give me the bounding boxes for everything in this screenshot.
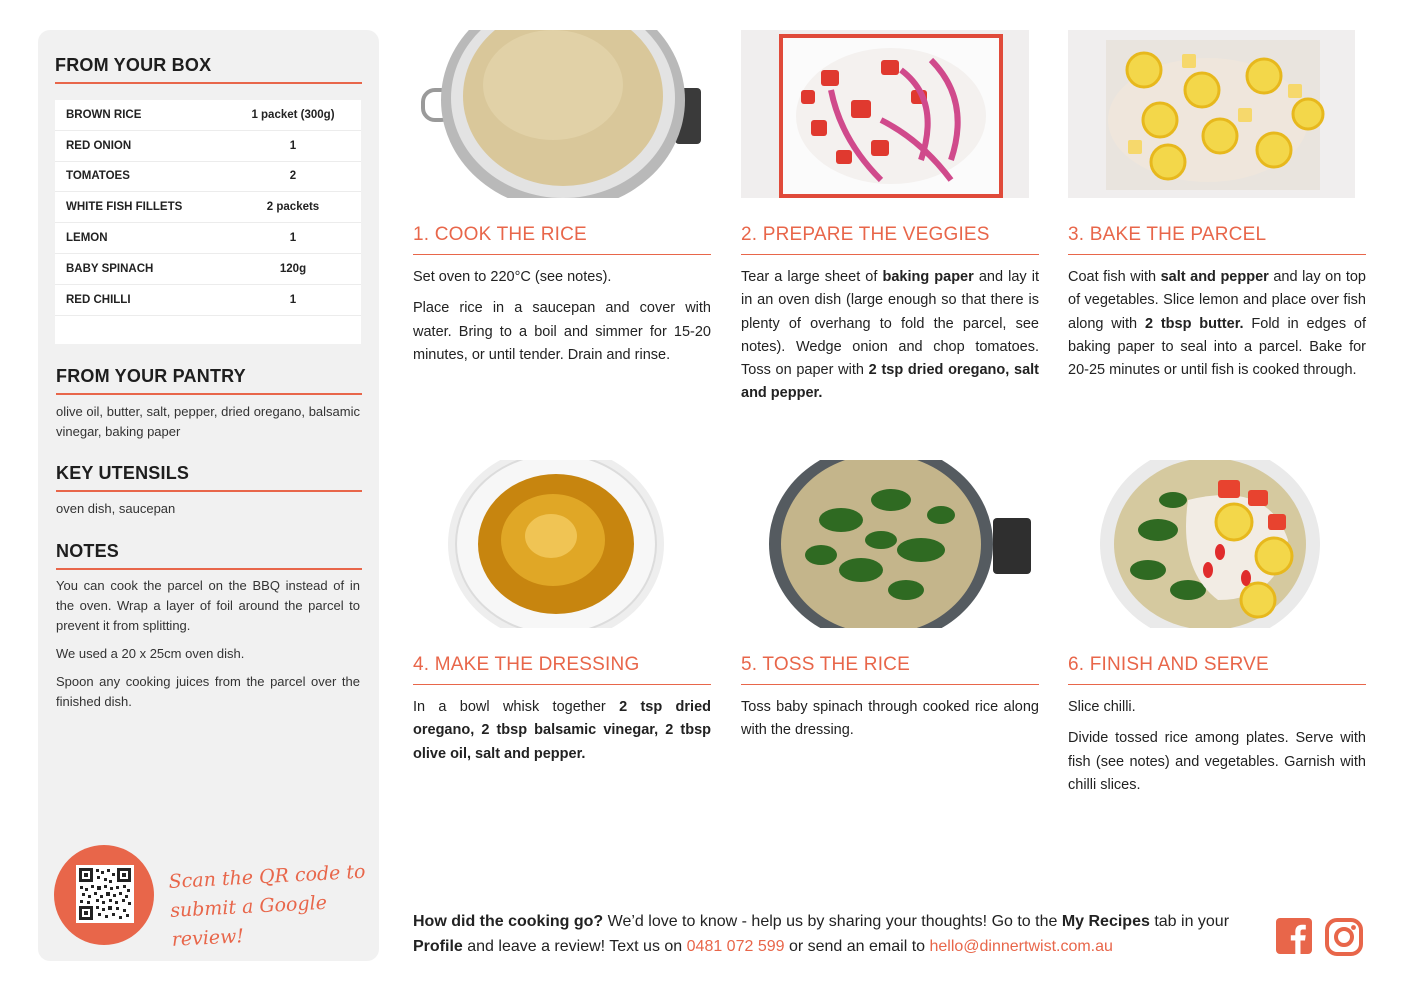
ingredient-qty: 2 packets — [266, 201, 320, 214]
review-footer — [413, 909, 1263, 959]
step-2-text-b: and lay it in an oven dish (large enough so that there is plenty of overhang to fold the parcel, see notes). Wedge onion and chop tomatoes. Toss on paper with — [741, 269, 1039, 379]
ingredient-qty: 1 — [289, 139, 297, 152]
table-row — [55, 131, 361, 162]
instagram-icon[interactable] — [1325, 918, 1363, 956]
step-2-text — [741, 266, 1039, 406]
step-3-bold-b: 2 tbsp butter. — [1144, 315, 1244, 332]
step-2-title: 2. PREPARE THE VEGGIES — [741, 224, 1039, 255]
step-4-body — [413, 696, 711, 774]
qr-code-badge[interactable] — [54, 845, 154, 945]
step-6-text: Slice chilli. — [1068, 699, 1136, 715]
sidebar-panel — [38, 30, 379, 961]
ingredient-qty: 120g — [279, 262, 307, 275]
footer-my-recipes: My Recipes — [1061, 913, 1150, 930]
ingredients-table — [55, 100, 361, 344]
step-3-photo — [1068, 30, 1355, 198]
table-row — [55, 223, 361, 254]
step-2-bold-a: baking paper — [882, 269, 974, 285]
ingredient-name: RED CHILLI — [66, 293, 131, 306]
step-2-photo — [741, 30, 1029, 198]
step-6-body — [1068, 696, 1366, 805]
step-3-text-c: Fold in edges of baking paper to seal into a parcel. Bake for 20-25 minutes or until fish is cooked through. — [1068, 315, 1366, 379]
table-row — [55, 285, 361, 316]
qr-caption-line1: Scan the QR code to — [168, 860, 366, 893]
step-6-text: Divide tossed rice among plates. Serve with fish (see notes) and vegetables. Garnish with chilli slices. — [1068, 730, 1366, 793]
footer-text: We’d love to know - help us by sharing your thoughts! Go to the — [603, 913, 1062, 930]
note-item: You can cook the parcel on the BBQ instead of in the oven. Wrap a layer of foil around the parcel to prevent it from splitting. — [56, 578, 360, 633]
pantry-list: olive oil, butter, salt, pepper, dried oregano, balsamic vinegar, baking paper — [56, 404, 360, 439]
utensils-list: oven dish, saucepan — [56, 501, 176, 516]
ingredient-qty: 1 packet (300g) — [251, 108, 335, 121]
step-2-bold-b: 2 tsp dried oregano, salt and pepper. — [741, 362, 1039, 402]
step-3-text-a: Coat fish with — [1068, 269, 1161, 285]
step-3-bold-a: salt and pepper — [1160, 269, 1269, 285]
step-5-text: Toss baby spinach through cooked rice along with the dressing. — [741, 699, 1039, 739]
step-3-text — [1068, 266, 1366, 382]
step-5-title: 5. TOSS THE RICE — [741, 654, 1039, 685]
step-4-text-a: In a bowl whisk together — [413, 699, 620, 715]
step-6-title: 6. FINISH AND SERVE — [1068, 654, 1366, 685]
table-row — [55, 100, 361, 131]
table-row — [55, 162, 361, 193]
footer-text: and leave a review! Text us on — [462, 938, 687, 955]
ingredient-qty: 1 — [289, 293, 297, 306]
note-item: We used a 20 x 25cm oven dish. — [56, 646, 245, 661]
footer-question: How did the cooking go? — [413, 913, 604, 930]
step-4-title: 4. MAKE THE DRESSING — [413, 654, 711, 685]
ingredient-qty: 2 — [289, 170, 297, 183]
qr-code-icon — [76, 865, 134, 923]
ingredient-name: TOMATOES — [66, 170, 130, 183]
step-4-text — [413, 696, 711, 766]
step-3-text-b: and lay on top of vegetables. Slice lemon and place over fish along with — [1068, 269, 1366, 332]
ingredient-name: LEMON — [66, 232, 108, 245]
step-1-photo — [413, 30, 711, 198]
step-3-body — [1068, 266, 1366, 390]
phone-link[interactable]: 0481 072 599 — [686, 938, 785, 955]
step-1-text: Place rice in a saucepan and cover with water. Bring to a boil and simmer for 15-20 minutes, or until tender. Drain and rinse. — [413, 300, 711, 363]
step-5-photo — [741, 460, 1039, 628]
step-2-text-a: Tear a large sheet of — [741, 269, 883, 285]
table-row — [55, 254, 361, 285]
from-your-pantry-heading: FROM YOUR PANTRY — [56, 366, 362, 395]
ingredient-qty: 1 — [289, 232, 297, 245]
step-4-bold-a: 2 tsp dried oregano, 2 tbsp balsamic vinegar, 2 tbsp olive oil, salt and pepper. — [413, 699, 711, 762]
note-item: Spoon any cooking juices from the parcel over the finished dish. — [56, 674, 360, 709]
step-3-title: 3. BAKE THE PARCEL — [1068, 224, 1366, 255]
ingredient-name: BABY SPINACH — [66, 262, 154, 275]
qr-review-caption — [168, 858, 372, 955]
step-6-photo — [1068, 460, 1366, 628]
email-link[interactable]: hello@dinnertwist.com.au — [929, 938, 1113, 955]
notes-body — [56, 576, 360, 720]
footer-text: or send an email to — [784, 938, 930, 955]
footer-text: tab in your — [1149, 913, 1230, 930]
from-your-box-heading: FROM YOUR BOX — [55, 55, 362, 84]
footer-profile: Profile — [413, 938, 463, 955]
table-row — [55, 192, 361, 223]
step-1-text: Set oven to 220°C (see notes). — [413, 269, 612, 285]
facebook-icon[interactable] — [1276, 918, 1314, 956]
qr-caption-line2: submit a Google review! — [169, 891, 328, 951]
step-1-body — [413, 266, 711, 375]
ingredient-name: BROWN RICE — [66, 108, 142, 121]
step-4-photo — [413, 460, 711, 628]
step-5-body — [741, 696, 1039, 751]
ingredient-name: WHITE FISH FILLETS — [66, 201, 183, 214]
key-utensils-heading: KEY UTENSILS — [56, 463, 362, 492]
step-2-body — [741, 266, 1039, 414]
ingredient-name: RED ONION — [66, 139, 132, 152]
notes-heading: NOTES — [56, 541, 362, 570]
step-1-title: 1. COOK THE RICE — [413, 224, 711, 255]
